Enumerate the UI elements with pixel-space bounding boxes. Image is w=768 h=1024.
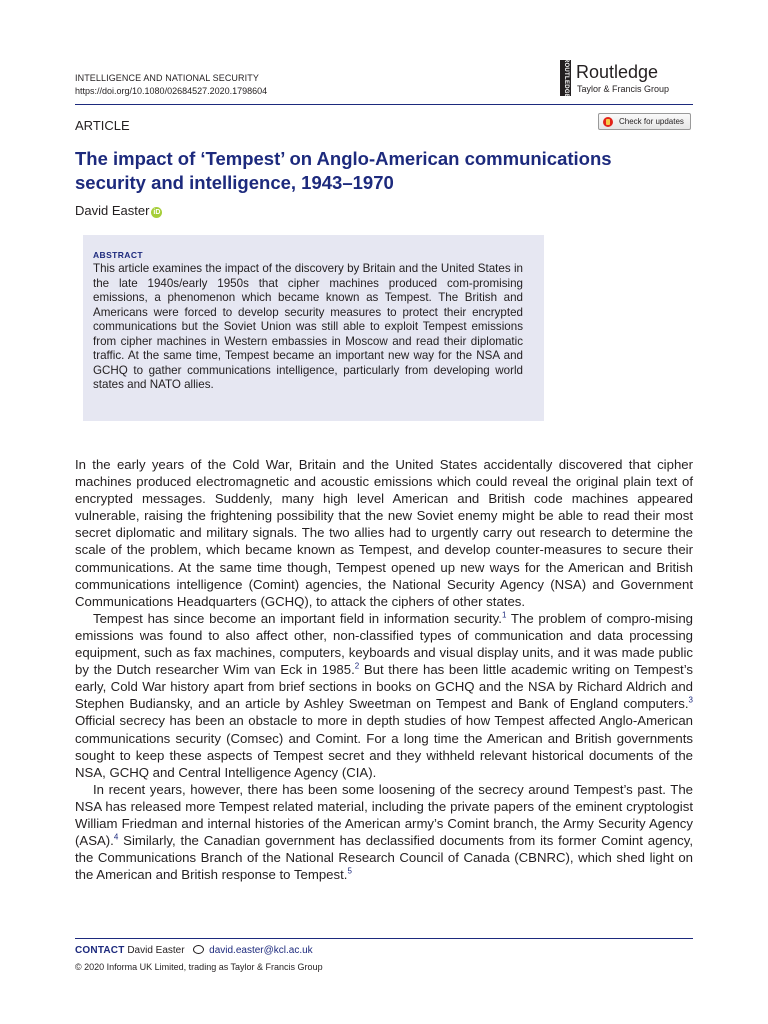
article-type-label: ARTICLE	[75, 118, 130, 133]
footnote-ref[interactable]: 3	[688, 695, 693, 705]
contact-email-link[interactable]: david.easter@kcl.ac.uk	[209, 945, 313, 956]
article-title: The impact of ‘Tempest’ on Anglo-American communications security and intelligence, 1943–1970	[75, 148, 612, 193]
contact-label: CONTACT	[75, 945, 125, 956]
contact-name: David Easter	[127, 945, 185, 956]
doi-link[interactable]: https://doi.org/10.1080/02684527.2020.1798604	[75, 86, 268, 96]
journal-name: INTELLIGENCE AND NATIONAL SECURITY	[75, 73, 259, 83]
header-rule	[75, 104, 693, 105]
footnote-ref[interactable]: 1	[501, 610, 507, 620]
body-paragraph: In recent years, however, there has been some loosening of the secrecy around Tempest’s past. The NSA has released more Tempest related material, including the private papers of the eminent cryptologist William Friedman and internal histories of the American army’s Comint branch, the Army Security Agency (ASA).$^4$ Similarly, the Canadian government has declassified documents from its former Comint agency, the Communications Branch of the National Research Council of Canada (CBNRC), which shed light on the American and British response to Tempest.$^5$	[75, 781, 693, 883]
publisher-logo	[560, 57, 700, 100]
footnote-ref[interactable]: 4	[113, 832, 119, 842]
article-body	[75, 456, 693, 883]
author-name[interactable]: David Easter	[75, 203, 150, 218]
orcid-icon[interactable]: iD	[153, 209, 161, 216]
routledge-vertical-mark: ROUTLEDGE	[560, 60, 571, 96]
check-for-updates-label: Check for updates	[619, 117, 684, 126]
body-paragraph: Tempest has since become an important field in information security.$^1$ The problem of compro-mising emissions was found to also affect other, non-classified types of communication and data processing equipment, such as fax machines, computers, keyboards and visual display units, and it was made public by the Dutch researcher Wim van Eck in 1985.$^2$ But there has been little academic writing on Tempest’s early, Cold War history apart from brief sections in books on GCHQ and the NSA by Richard Aldrich and Stephen Budiansky, and an article by Ashley Sweetman on Tempest and Bank of England computers.$^3$ Official secrecy has been an obstacle to more in depth studies of how Tempest affected Anglo-American communications security (Comsec) and Comint. For a long time the American and British governments sought to keep these aspects of Tempest secret and they withheld relevant historical documents of the NSA, GCHQ and Central Intelligence Agency (CIA).	[75, 610, 693, 780]
footnote-ref[interactable]: 5	[347, 866, 352, 876]
crossmark-icon	[603, 117, 613, 127]
abstract-heading: ABSTRACT	[93, 250, 143, 260]
body-paragraph: In the early years of the Cold War, Britain and the United States accidentally discovered that cipher machines produced electromagnetic and acoustic emissions which could reveal the original plain text of encrypted messages. Suddenly, many high level American and British code machines appeared vulnerable, raising the frightening possibility that the new Soviet enemy might be able to read their most secret diplomatic and military signals. The two allies had to urgently carry out research to determine the scale of the problem, which became known as Tempest, and develop counter-measures to secure their communications. At the same time though, Tempest opened up new ways for the American and British communications intelligence (Comint) agencies, the National Security Agency (NSA) and Government Communications Headquarters (GCHQ), to attack the ciphers of other states.	[75, 457, 693, 609]
contact-line	[75, 945, 313, 956]
check-for-updates-button[interactable]	[598, 113, 691, 130]
abstract-box	[83, 235, 544, 421]
envelope-icon	[193, 945, 204, 954]
copyright-notice: © 2020 Informa UK Limited, trading as Taylor & Francis Group	[75, 962, 323, 972]
footnote-ref[interactable]: 2	[354, 661, 360, 671]
publisher-name: Routledge	[576, 62, 659, 82]
abstract-text: This article examines the impact of the discovery by Britain and the United States in the late 1940s/early 1950s that cipher machines produced com-promising emissions, a phenomenon which became known as Tempest. The British and Americans were forced to develop security measures to protect their encrypted communications but the Soviet Union was still able to exploit Tempest emissions from cipher machines in Western embassies in Moscow and read their diplomatic traffic. At the same time, Tempest became an important new way for the NSA and GCHQ to gather communications intelligence, particularly from developing world states and NATO allies.	[93, 262, 523, 391]
author-line	[75, 203, 162, 218]
footer-rule	[75, 938, 693, 939]
publisher-subtitle: Taylor & Francis Group	[577, 84, 670, 94]
